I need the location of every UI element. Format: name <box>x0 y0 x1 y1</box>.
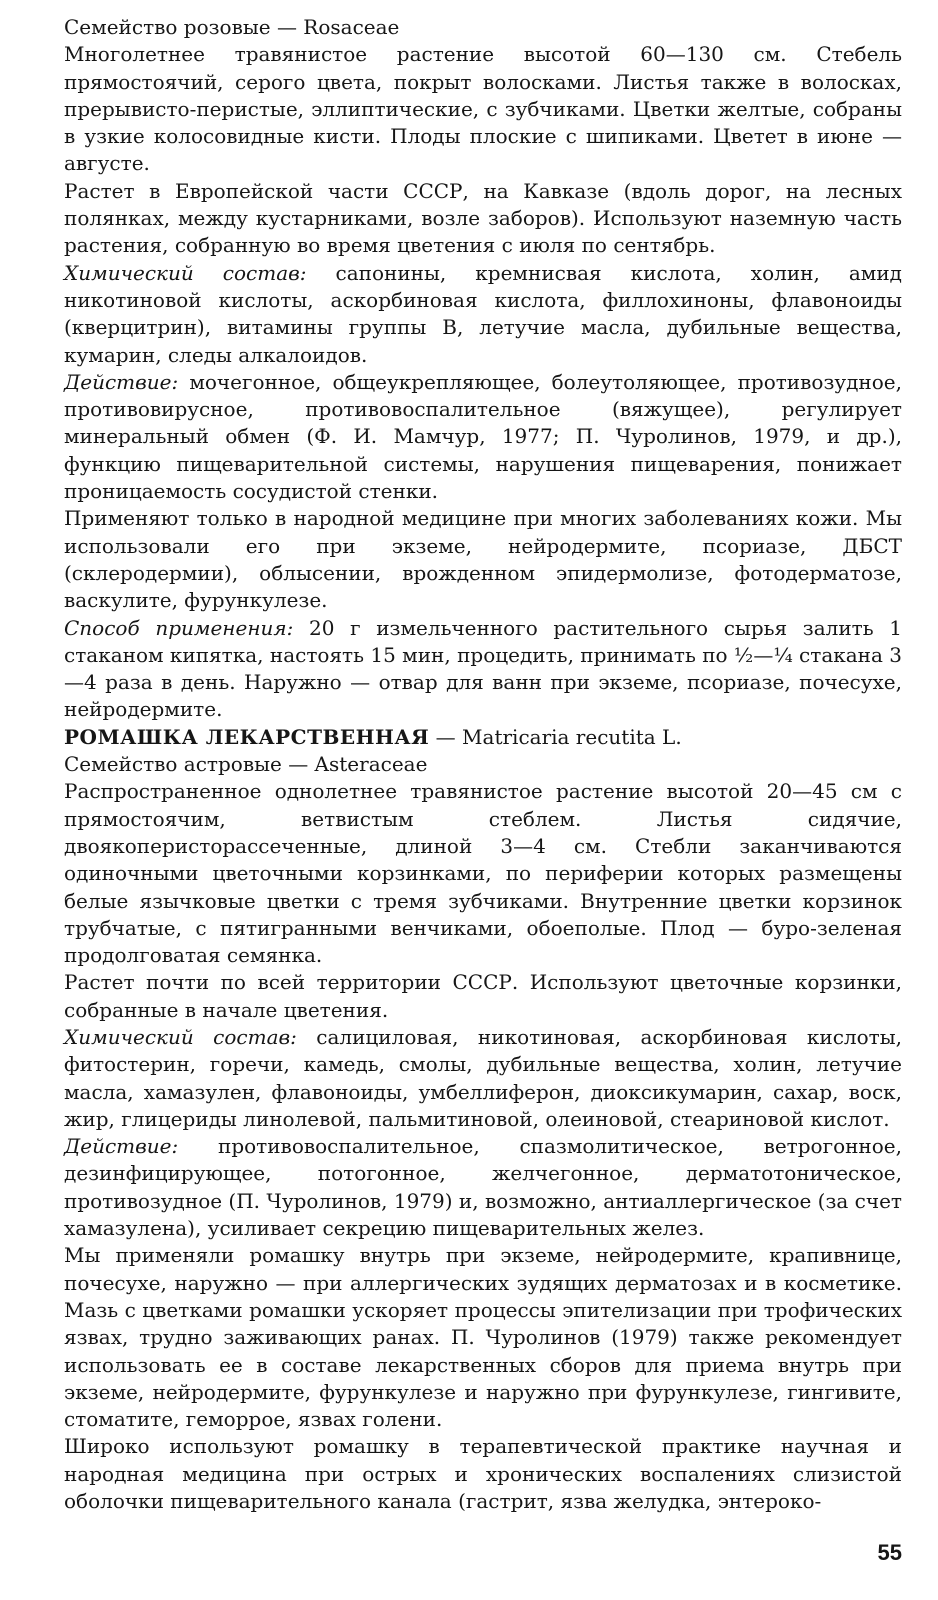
rosaceae-habitat <box>64 178 902 260</box>
family-text: Семейство астровые — Asteraceae <box>64 752 428 777</box>
method-label: Способ применения: <box>64 615 294 640</box>
rosaceae-composition <box>64 260 902 369</box>
chamomile-description <box>64 778 902 969</box>
rosaceae-action <box>64 369 902 505</box>
family-text: Семейство розовые — Rosaceae <box>64 15 400 39</box>
action-label: Действие: <box>64 1134 179 1159</box>
rosaceae-method <box>64 615 902 724</box>
paragraph-text: Мы применяли ромашку внутрь при экземе, нейродермите, крапивнице, почесухе, наружно — при аллергических зудящих дерматозах и в косметике. Мазь с цветками ромашки ускоряет процессы эпителизации при трофических язвах, трудно заживающих ранах. П. Чуролинов (1979) также рекомендует использовать ее в составе лекарственных сборов для приема внутрь при экземе, нейродермите, фурункулезе и наружно при фурункулезе, гингивите, стоматите, геморрое, язвах голени. <box>64 1243 902 1432</box>
composition-text: салициловая, никотиновая, аскорбиновая кислоты, фитостерин, горечи, камедь, смолы, дубильные вещества, холин, летучие масла, хамазулен, флавоноиды, умбеллиферон, диоксикумарин, сахар, воск, жир, глицериды линолевой, пальмитиновой, олеиновой, стеариновой кислот. <box>64 1024 902 1131</box>
paragraph-text: Широко используют ромашку в терапевтической практике научная и народная медицина при острых и хронических воспалениях слизистой оболочки пищеварительного канала (гастрит, язва желудка, энтероко- <box>64 1434 902 1514</box>
composition-text: сапонины, кремнисвая кислота, холин, амид никотиновой кислоты, аскорбиновая кислота, филлохиноны, флавоноиды (кверцитрин), витамины группы В, летучие масла, дубильные вещества, кумарин, следы алкалоидов. <box>64 260 902 367</box>
family-asteraceae <box>64 751 902 778</box>
composition-label: Химический состав: <box>64 260 307 285</box>
plant-latin-name: — Matricaria recutita L. <box>429 724 682 749</box>
chamomile-heading <box>64 724 902 751</box>
action-text: мочегонное, общеукрепляющее, болеутоляющее, противозудное, противовирусное, противовоспалительное (вяжущее), регулирует минеральный обмен (Ф. И. Мамчур, 1977; П. Чуролинов, 1979, и др.), функцию пищеварительной системы, нарушения пищеварения, понижает проницаемость сосудистой стенки. <box>64 369 902 504</box>
composition-label: Химический состав: <box>64 1024 297 1049</box>
chamomile-composition <box>64 1024 902 1133</box>
paragraph-text: Растет почти по всей территории СССР. Используют цветочные корзинки, собранные в начале цветения. <box>64 970 902 1022</box>
paragraph-text: Растет в Европейской части СССР, на Кавказе (вдоль дорог, на лесных полянках, между кустарниками, возле заборов). Используют наземную часть растения, собранную во время цветения с июля по сентябрь. <box>64 178 902 258</box>
plant-heading: РОМАШКА ЛЕКАРСТВЕННАЯ <box>64 724 430 749</box>
action-label: Действие: <box>64 369 179 394</box>
chamomile-scientific-use <box>64 1433 902 1515</box>
chamomile-usage <box>64 1242 902 1433</box>
rosaceae-description <box>64 41 902 177</box>
paragraph-text: Распространенное однолетнее травянистое растение высотой 20—45 см с прямостоячим, ветвистым стеблем. Листья сидячие, двоякоперисторассеченные, длиной 3—4 см. Стебли заканчиваются одиночными цветочными корзинками, по периферии которых размещены белые язычковые цветки с тремя зубчиками. Внутренние цветки корзинок трубчатые, с пятигранными венчиками, обоеполые. Плод — буро-зеленая продолговатая семянка. <box>64 779 902 968</box>
method-text: 20 г измельченного растительного сырья залить 1 стаканом кипятка, настоять 15 мин, процедить, принимать по ½—¼ стакана 3—4 раза в день. Наружно — отвар для ванн при экземе, псориазе, почесухе, нейродермите. <box>64 615 903 722</box>
chamomile-habitat <box>64 969 902 1024</box>
family-rosaceae <box>64 14 902 41</box>
page-number: 55 <box>877 1539 902 1565</box>
rosaceae-usage <box>64 505 902 614</box>
action-text: противовоспалительное, спазмолитическое, ветрогонное, дезинфицирующее, потогонное, желчегонное, дерматотоническое, противозудное (П. Чуролинов, 1979) и, возможно, антиаллергическое (за счет хамазулена), усиливает секрецию пищеварительных желез. <box>64 1134 902 1241</box>
paragraph-text: Применяют только в народной медицине при многих заболеваниях кожи. Мы использовали его при экземе, нейродермите, псориазе, ДБСТ (склеродермии), облысении, врожденном эпидермолизе, фотодерматозе, васкулите, фурункулезе. <box>64 506 902 613</box>
paragraph-text: Многолетнее травянистое растение высотой 60—130 см. Стебель прямостоячий, серого цвета, покрыт волосками. Листья также в волосках, прерывисто-перистые, эллиптические, с зубчиками. Цветки желтые, собраны в узкие колосовидные кисти. Плоды плоские с шипиками. Цветет в июне — августе. <box>64 42 902 176</box>
chamomile-action <box>64 1133 902 1242</box>
